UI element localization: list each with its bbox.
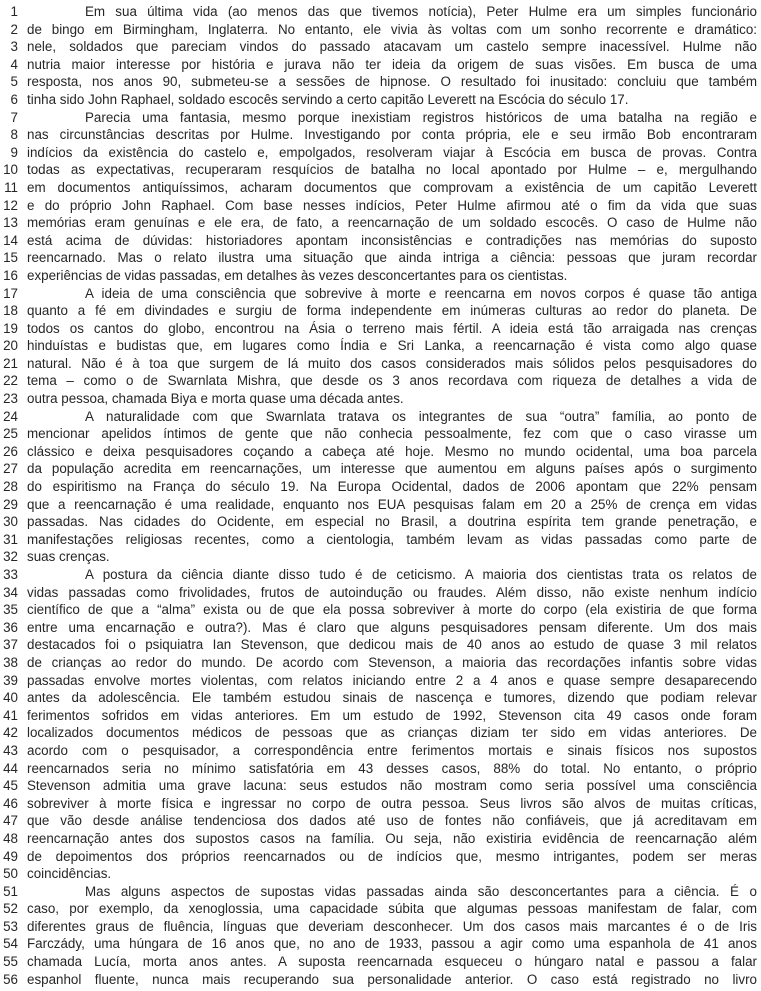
line-number: 16 <box>3 267 18 283</box>
line-number: 41 <box>3 707 18 723</box>
line-number: 7 <box>10 109 18 125</box>
line-number: 48 <box>3 830 18 846</box>
text-line <box>3 144 757 162</box>
line-number: 23 <box>3 391 18 407</box>
line-text: entre uma encarnação e outra?). Mas é claro que alguns pesquisadores pensam diferente. Um dos mais <box>27 619 757 635</box>
text-line <box>3 197 757 215</box>
line-text: sobreviver à morte física e ingressar no corpo de outra pessoa. Seus livros são alvos de muitas críticas, <box>27 795 757 811</box>
line-text: todos os cantos do globo, encontrou na Ásia o terreno mais fértil. A ideia está tão arraigada nas crenças <box>27 320 757 336</box>
line-text: reencarnação antes dos supostos casos na família. Ou seja, não existiria evidência de reencarnação além <box>27 830 757 846</box>
line-text: científico de que a “alma” exista ou de que ela possa sobreviver à morte do corpo (ela existiria de que forma <box>27 602 757 618</box>
text-line <box>3 214 757 232</box>
text-line <box>3 531 757 549</box>
line-number: 29 <box>3 496 18 512</box>
line-text: tema – como o de Swarnlata Mishra, que desde os 3 anos recordava com riqueza de detalhes a vida de <box>27 373 757 389</box>
text-line <box>3 73 757 91</box>
text-line <box>3 812 757 830</box>
line-number: 4 <box>10 56 18 72</box>
line-text: está acima de dúvidas: historiadores apontam inconsistências e contradições nas memórias do suposto <box>27 232 757 248</box>
text-line <box>3 760 757 778</box>
line-number: 3 <box>10 39 18 55</box>
text-line <box>3 21 757 39</box>
text-line <box>3 971 757 989</box>
line-number: 46 <box>3 795 18 811</box>
line-text: mencionar apelidos íntimos de gente que não conhecia pessoalmente, fez com que o caso virasse um <box>27 426 757 442</box>
line-number: 50 <box>3 866 18 882</box>
line-number: 56 <box>3 971 18 987</box>
line-number: 37 <box>3 637 18 653</box>
line-text: reencarnado. Mas o relato ilustra uma situação que ainda intriga a ciência: pessoas que juram recordar <box>27 250 757 266</box>
line-text: experiências de vidas passadas, em detalhes às vezes desconcertantes para os cientistas. <box>27 267 568 283</box>
line-text: todas as expectativas, recuperaram resquícios de batalha no local apontado por Hulme – e, mergulhando <box>27 162 757 178</box>
text-line <box>3 777 757 795</box>
line-text: da população acredita em reencarnações, um interesse que aumentou em alguns países após o surgimento <box>27 461 757 477</box>
line-number: 33 <box>3 567 18 582</box>
line-number: 25 <box>3 426 18 442</box>
line-number: 35 <box>3 602 18 618</box>
text-line <box>3 161 757 179</box>
line-text: Em sua última vida (ao menos das que tivemos notícia), Peter Hulme era um simples funcionário <box>85 4 757 19</box>
line-number: 44 <box>3 760 18 776</box>
line-number: 13 <box>3 215 18 231</box>
text-line <box>3 390 757 408</box>
line-text: caso, por exemplo, da xenoglossia, uma capacidade súbita que algumas pessoas manifestam de falar, com <box>27 901 757 917</box>
text-line <box>3 672 757 690</box>
line-number: 8 <box>10 127 18 143</box>
line-text: indícios da existência do castelo e, empolgados, resolveram viajar à Escócia em busca de provas. Contra <box>27 144 757 160</box>
line-number: 17 <box>3 285 18 301</box>
line-number: 38 <box>3 654 18 670</box>
line-number: 12 <box>3 197 18 213</box>
text-line <box>3 742 757 760</box>
text-line <box>3 179 757 197</box>
line-number: 5 <box>10 74 18 90</box>
text-line <box>3 3 757 21</box>
line-text: suas crenças. <box>27 549 110 565</box>
line-text: Farczády, uma húngara de 16 anos que, no ano de 1933, passou a agir como uma espanhola de 41 anos <box>27 936 757 952</box>
line-number: 51 <box>3 883 18 899</box>
line-text: espanhol fluente, nunca mais recuperando sua personalidade anterior. O caso está registrado no livro <box>27 971 757 987</box>
line-number: 45 <box>3 778 18 794</box>
text-line <box>3 548 757 566</box>
line-text: manifestações religiosas recentes, como a cientologia, também levam as vidas passadas como parte de <box>27 531 757 547</box>
text-line <box>3 935 757 953</box>
line-number: 18 <box>3 303 18 319</box>
line-text: antes da adolescência. Ele também estudou sinais de nascença e tumores, dizendo que podiam relevar <box>27 690 757 706</box>
line-number: 31 <box>3 531 18 547</box>
line-text: quanto a fé em divindades e surgiu de forma independente em inúmeras culturas ao redor do planeta. De <box>27 303 757 319</box>
text-line <box>3 566 757 584</box>
line-text: A naturalidade com que Swarnlata tratava os integrantes de sua “outra” família, ao ponto de <box>85 408 757 424</box>
text-line <box>3 408 757 426</box>
text-line <box>3 619 757 637</box>
line-text: de crianças ao redor do mundo. De acordo com Stevenson, a maioria das recordações infantis sobre vidas <box>27 654 757 670</box>
text-line <box>3 232 757 250</box>
line-number: 15 <box>3 250 18 266</box>
text-line <box>3 443 757 461</box>
text-line <box>3 865 757 883</box>
text-line <box>3 496 757 514</box>
line-number: 2 <box>10 21 18 37</box>
line-text: do espiritismo na França do século 19. Na Europa Ocidental, dados de 2006 apontam que 22% pensam <box>27 479 757 495</box>
text-line <box>3 584 757 602</box>
line-text: que vão desde análise tendenciosa dos dados até uso de fontes não confiáveis, que já acreditavam em <box>27 813 757 829</box>
text-line <box>3 513 757 531</box>
line-text: hinduístas e budistas que, em lugares como Índia e Sri Lanka, a reencarnação é vista como algo quase <box>27 338 757 354</box>
text-line <box>3 953 757 971</box>
text-line <box>3 795 757 813</box>
line-text: acordo com o pesquisador, a correspondência entre ferimentos mortais e sinais físicos nos supostos <box>27 742 757 758</box>
line-number: 52 <box>3 901 18 917</box>
line-number: 53 <box>3 918 18 934</box>
line-number: 20 <box>3 338 18 354</box>
text-line <box>3 900 757 918</box>
text-body <box>3 3 757 988</box>
line-text: reencarnados seria no mínimo satisfatória em 43 desses casos, 88% do total. No entanto, o próprio <box>27 760 757 776</box>
line-text: Mas alguns aspectos de supostas vidas passadas ainda são desconcertantes para a ciência. É o <box>85 883 757 899</box>
text-line <box>3 601 757 619</box>
text-line <box>3 478 757 496</box>
text-line <box>3 918 757 936</box>
text-line <box>3 109 757 127</box>
line-number: 24 <box>3 408 18 424</box>
line-text: chamada Lucía, morta anos antes. A suposta reencarnada esqueceu o húngaro natal e passou a falar <box>27 954 757 970</box>
text-line <box>3 883 757 901</box>
line-number: 40 <box>3 690 18 706</box>
line-number: 21 <box>3 355 18 371</box>
line-text: Stevenson admitia uma grave lacuna: seus estudos não mostram como seria possível uma consciência <box>27 778 757 794</box>
line-text: clássico e deixa pesquisadores coçando a cabeça até hoje. Mesmo no mundo ocidental, uma boa parcela <box>27 443 757 459</box>
text-line <box>3 636 757 654</box>
text-line <box>3 830 757 848</box>
text-line <box>3 91 757 109</box>
text-line <box>3 355 757 373</box>
line-number: 49 <box>3 848 18 864</box>
line-number: 6 <box>10 91 18 107</box>
line-text: natural. Não é à toa que surgem de lá muito dos casos considerados mais sólidos pelos pesquisadores do <box>27 355 757 371</box>
text-line <box>3 689 757 707</box>
text-line <box>3 654 757 672</box>
line-text: nutria maior interesse por história e jurava não ter ideia da origem de suas visões. Em busca de uma <box>27 56 757 72</box>
line-text: em documentos antiquíssimos, acharam documentos que comprovam a existência de um capitão Leverett <box>27 179 757 195</box>
line-number: 54 <box>3 936 18 952</box>
line-text: de bingo em Birmingham, Inglaterra. No entanto, ele vivia às voltas com um sonho recorrente e dramático: <box>27 21 757 37</box>
text-line <box>3 285 757 303</box>
line-text: que a reencarnação é uma realidade, enquanto nos EUA pesquisas falam em 20 a 25% de crença em vidas <box>27 496 757 512</box>
text-line <box>3 337 757 355</box>
text-line <box>3 126 757 144</box>
line-number: 47 <box>3 813 18 829</box>
line-number: 34 <box>3 584 18 600</box>
text-line <box>3 425 757 443</box>
text-line <box>3 848 757 866</box>
text-line <box>3 460 757 478</box>
line-text: resposta, nos anos 90, submeteu-se a sessões de hipnose. O resultado foi inusitado: concluiu que também <box>27 74 757 90</box>
line-text: Parecia uma fantasia, mesmo porque inexistiam registros históricos de uma batalha na região e <box>85 109 757 125</box>
line-number: 27 <box>3 461 18 477</box>
line-number: 28 <box>3 479 18 495</box>
line-text: passadas. Nas cidades do Ocidente, em especial no Brasil, a doutrina espírita tem grande penetração, e <box>27 514 757 530</box>
line-number: 10 <box>3 162 18 178</box>
line-number: 26 <box>3 443 18 459</box>
line-number: 36 <box>3 619 18 635</box>
text-line <box>3 38 757 56</box>
line-number: 14 <box>3 232 18 248</box>
line-number: 11 <box>4 179 18 195</box>
text-line <box>3 267 757 285</box>
line-text: A postura da ciência diante disso tudo é de ceticismo. A maioria dos cientistas trata os relatos de <box>85 567 757 582</box>
line-text: vidas passadas como frivolidades, frutos de autoindução ou fraudes. Além disso, não existe nenhum indício <box>27 584 757 600</box>
text-line <box>3 56 757 74</box>
line-text: diferentes graus de fluência, línguas que deveriam desconhecer. Um dos casos mais marcantes é o de Iris <box>27 918 757 934</box>
line-text: A ideia de uma consciência que sobrevive à morte e reencarna em novos corpos é quase tão antiga <box>85 285 757 301</box>
line-number: 19 <box>3 320 18 336</box>
line-text: passadas envolve mortes violentas, com relatos iniciando entre 2 a 4 anos e quase sempre desaparecendo <box>27 672 757 688</box>
line-text: nele, soldados que pareciam vindos do passado atacavam um castelo sempre inacessível. Hulme não <box>27 39 757 55</box>
line-text: coincidências. <box>27 866 112 882</box>
line-text: e do próprio John Raphael. Com base nesses indícios, Peter Hulme afirmou até o fim da vida que suas <box>27 197 757 213</box>
line-number: 32 <box>3 549 18 565</box>
line-text: localizados documentos médicos de pessoas que as crianças diziam ter sido em vidas anteriores. De <box>27 725 757 741</box>
line-text: memórias eram genuínas e ele era, de fato, a reencarnação de um soldado escocês. O caso de Hulme não <box>27 215 757 231</box>
text-line <box>3 302 757 320</box>
line-text: tinha sido John Raphael, soldado escocês servindo a certo capitão Leverett na Escócia do século 17. <box>27 91 629 107</box>
line-number: 22 <box>3 373 18 389</box>
line-number: 55 <box>3 954 18 970</box>
line-number: 1 <box>10 4 18 19</box>
line-text: nas circunstâncias descritas por Hulme. Investigando por conta própria, ele e seu irmão Bob encontraram <box>27 127 757 143</box>
text-line <box>3 372 757 390</box>
line-text: outra pessoa, chamada Biya e morta quase uma década antes. <box>27 391 404 407</box>
text-line <box>3 707 757 725</box>
text-line <box>3 724 757 742</box>
text-line <box>3 320 757 338</box>
text-line <box>3 249 757 267</box>
line-number: 9 <box>10 144 18 160</box>
line-text: de depoimentos dos próprios reencarnados ou de indícios que, mesmo intrigantes, podem ser meras <box>27 848 757 864</box>
line-number: 43 <box>3 742 18 758</box>
line-number: 30 <box>3 514 18 530</box>
line-number: 39 <box>3 672 18 688</box>
line-number: 42 <box>3 725 18 741</box>
line-text: destacados foi o psiquiatra Ian Stevenson, que dedicou mais de 40 anos ao estudo de quase 3 mil relatos <box>27 637 757 653</box>
line-text: ferimentos sofridos em vidas anteriores. Em um estudo de 1992, Stevenson cita 49 casos onde foram <box>27 707 757 723</box>
